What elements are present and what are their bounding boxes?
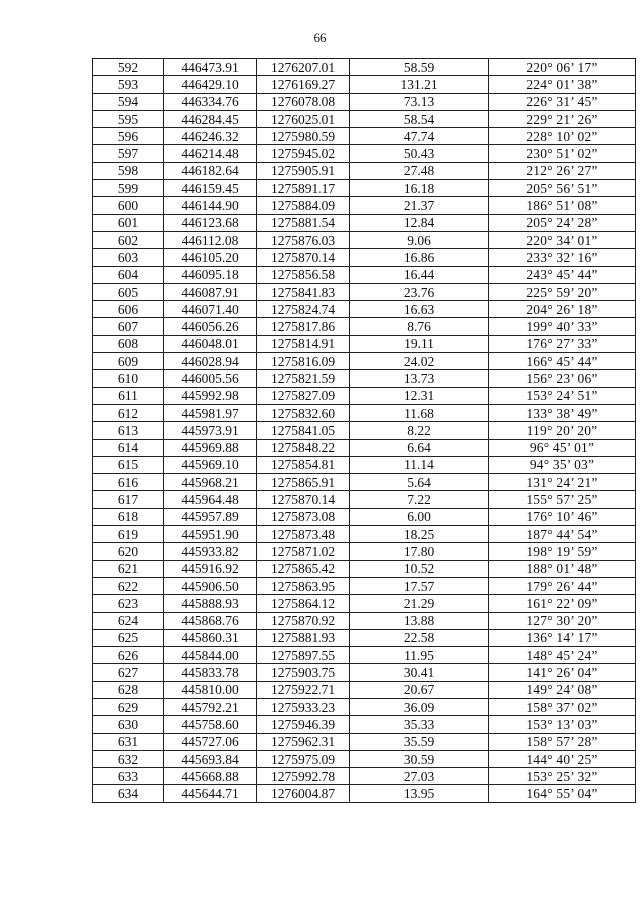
point-number-cell: 619: [93, 526, 164, 543]
table-row: [93, 301, 636, 318]
point-number-cell: 621: [93, 560, 164, 577]
bearing-cell: 226° 31’ 45”: [489, 93, 636, 110]
point-number-cell: 606: [93, 301, 164, 318]
y-coordinate-cell: 1276025.01: [257, 110, 350, 127]
point-number-cell: 602: [93, 231, 164, 248]
point-number-cell: 604: [93, 266, 164, 283]
y-coordinate-cell: 1275817.86: [257, 318, 350, 335]
point-number-cell: 633: [93, 768, 164, 785]
x-coordinate-cell: 446005.56: [164, 370, 257, 387]
x-coordinate-cell: 446334.76: [164, 93, 257, 110]
length-cell: 35.59: [350, 733, 489, 750]
point-number-cell: 626: [93, 647, 164, 664]
point-number-cell: 631: [93, 733, 164, 750]
x-coordinate-cell: 446071.40: [164, 301, 257, 318]
bearing-cell: 179° 26’ 44”: [489, 577, 636, 594]
length-cell: 11.14: [350, 456, 489, 473]
length-cell: 9.06: [350, 231, 489, 248]
length-cell: 131.21: [350, 76, 489, 93]
bearing-cell: 156° 23’ 06”: [489, 370, 636, 387]
x-coordinate-cell: 445969.10: [164, 456, 257, 473]
length-cell: 12.31: [350, 387, 489, 404]
length-cell: 6.00: [350, 508, 489, 525]
y-coordinate-cell: 1275922.71: [257, 681, 350, 698]
y-coordinate-cell: 1275870.14: [257, 249, 350, 266]
bearing-cell: 233° 32’ 16”: [489, 249, 636, 266]
x-coordinate-cell: 446144.90: [164, 197, 257, 214]
x-coordinate-cell: 446246.32: [164, 128, 257, 145]
x-coordinate-cell: 445888.93: [164, 595, 257, 612]
y-coordinate-cell: 1275873.08: [257, 508, 350, 525]
y-coordinate-cell: 1275870.92: [257, 612, 350, 629]
length-cell: 11.95: [350, 647, 489, 664]
table-row: [93, 577, 636, 594]
point-number-cell: 611: [93, 387, 164, 404]
y-coordinate-cell: 1275992.78: [257, 768, 350, 785]
bearing-cell: 153° 24’ 51”: [489, 387, 636, 404]
table-row: [93, 370, 636, 387]
y-coordinate-cell: 1275865.42: [257, 560, 350, 577]
bearing-cell: 158° 37’ 02”: [489, 698, 636, 715]
bearing-cell: 220° 34’ 01”: [489, 231, 636, 248]
y-coordinate-cell: 1275816.09: [257, 353, 350, 370]
point-number-cell: 605: [93, 283, 164, 300]
length-cell: 35.33: [350, 716, 489, 733]
x-coordinate-cell: 445981.97: [164, 404, 257, 421]
x-coordinate-cell: 445860.31: [164, 629, 257, 646]
bearing-cell: 149° 24’ 08”: [489, 681, 636, 698]
x-coordinate-cell: 446473.91: [164, 59, 257, 76]
point-number-cell: 597: [93, 145, 164, 162]
length-cell: 8.22: [350, 422, 489, 439]
y-coordinate-cell: 1275881.93: [257, 629, 350, 646]
point-number-cell: 593: [93, 76, 164, 93]
y-coordinate-cell: 1275980.59: [257, 128, 350, 145]
point-number-cell: 627: [93, 664, 164, 681]
bearing-cell: 136° 14’ 17”: [489, 629, 636, 646]
y-coordinate-cell: 1275891.17: [257, 180, 350, 197]
y-coordinate-cell: 1275905.91: [257, 162, 350, 179]
length-cell: 17.57: [350, 577, 489, 594]
table-row: [93, 768, 636, 785]
point-number-cell: 598: [93, 162, 164, 179]
bearing-cell: 225° 59’ 20”: [489, 283, 636, 300]
bearing-cell: 224° 01’ 38”: [489, 76, 636, 93]
y-coordinate-cell: 1275821.59: [257, 370, 350, 387]
bearing-cell: 141° 26’ 04”: [489, 664, 636, 681]
y-coordinate-cell: 1275832.60: [257, 404, 350, 421]
x-coordinate-cell: 446182.64: [164, 162, 257, 179]
point-number-cell: 630: [93, 716, 164, 733]
bearing-cell: 176° 27’ 33”: [489, 335, 636, 352]
y-coordinate-cell: 1275856.58: [257, 266, 350, 283]
point-number-cell: 614: [93, 439, 164, 456]
length-cell: 27.48: [350, 162, 489, 179]
bearing-cell: 161° 22’ 09”: [489, 595, 636, 612]
x-coordinate-cell: 446159.45: [164, 180, 257, 197]
length-cell: 58.54: [350, 110, 489, 127]
table-row: [93, 162, 636, 179]
table-row: [93, 197, 636, 214]
y-coordinate-cell: 1275975.09: [257, 750, 350, 767]
bearing-cell: 148° 45’ 24”: [489, 647, 636, 664]
x-coordinate-cell: 446429.10: [164, 76, 257, 93]
bearing-cell: 204° 26’ 18”: [489, 301, 636, 318]
table-row: [93, 439, 636, 456]
bearing-cell: 94° 35’ 03”: [489, 456, 636, 473]
point-number-cell: 596: [93, 128, 164, 145]
table-row: [93, 456, 636, 473]
y-coordinate-cell: 1275884.09: [257, 197, 350, 214]
point-number-cell: 594: [93, 93, 164, 110]
bearing-cell: 119° 20’ 20”: [489, 422, 636, 439]
length-cell: 16.86: [350, 249, 489, 266]
table-row: [93, 595, 636, 612]
length-cell: 20.67: [350, 681, 489, 698]
bearing-cell: 96° 45’ 01”: [489, 439, 636, 456]
length-cell: 6.64: [350, 439, 489, 456]
point-number-cell: 616: [93, 474, 164, 491]
x-coordinate-cell: 445906.50: [164, 577, 257, 594]
y-coordinate-cell: 1275841.83: [257, 283, 350, 300]
y-coordinate-cell: 1275871.02: [257, 543, 350, 560]
bearing-cell: 243° 45’ 44”: [489, 266, 636, 283]
table-row: [93, 698, 636, 715]
x-coordinate-cell: 445833.78: [164, 664, 257, 681]
bearing-cell: 220° 06’ 17”: [489, 59, 636, 76]
bearing-cell: 127° 30’ 20”: [489, 612, 636, 629]
x-coordinate-cell: 445969.88: [164, 439, 257, 456]
table-row: [93, 474, 636, 491]
coordinates-table: [92, 58, 636, 803]
point-number-cell: 615: [93, 456, 164, 473]
length-cell: 12.84: [350, 214, 489, 231]
point-number-cell: 600: [93, 197, 164, 214]
point-number-cell: 603: [93, 249, 164, 266]
bearing-cell: 153° 25’ 32”: [489, 768, 636, 785]
x-coordinate-cell: 445973.91: [164, 422, 257, 439]
bearing-cell: 229° 21’ 26”: [489, 110, 636, 127]
table-row: [93, 404, 636, 421]
bearing-cell: 155° 57’ 25”: [489, 491, 636, 508]
x-coordinate-cell: 445933.82: [164, 543, 257, 560]
bearing-cell: 199° 40’ 33”: [489, 318, 636, 335]
x-coordinate-cell: 445810.00: [164, 681, 257, 698]
x-coordinate-cell: 446112.08: [164, 231, 257, 248]
y-coordinate-cell: 1275841.05: [257, 422, 350, 439]
bearing-cell: 166° 45’ 44”: [489, 353, 636, 370]
length-cell: 16.63: [350, 301, 489, 318]
table-row: [93, 750, 636, 767]
table-row: [93, 785, 636, 802]
length-cell: 50.43: [350, 145, 489, 162]
table-row: [93, 353, 636, 370]
point-number-cell: 609: [93, 353, 164, 370]
table-row: [93, 249, 636, 266]
table-row: [93, 283, 636, 300]
y-coordinate-cell: 1275864.12: [257, 595, 350, 612]
x-coordinate-cell: 446087.91: [164, 283, 257, 300]
y-coordinate-cell: 1275827.09: [257, 387, 350, 404]
y-coordinate-cell: 1275897.55: [257, 647, 350, 664]
table-row: [93, 93, 636, 110]
table-row: [93, 526, 636, 543]
y-coordinate-cell: 1275814.91: [257, 335, 350, 352]
length-cell: 22.58: [350, 629, 489, 646]
point-number-cell: 595: [93, 110, 164, 127]
bearing-cell: 198° 19’ 59”: [489, 543, 636, 560]
table-row: [93, 560, 636, 577]
y-coordinate-cell: 1275848.22: [257, 439, 350, 456]
y-coordinate-cell: 1276169.27: [257, 76, 350, 93]
y-coordinate-cell: 1275870.14: [257, 491, 350, 508]
x-coordinate-cell: 446048.01: [164, 335, 257, 352]
bearing-cell: 228° 10’ 02”: [489, 128, 636, 145]
bearing-cell: 153° 13’ 03”: [489, 716, 636, 733]
y-coordinate-cell: 1275945.02: [257, 145, 350, 162]
y-coordinate-cell: 1276004.87: [257, 785, 350, 802]
bearing-cell: 144° 40’ 25”: [489, 750, 636, 767]
length-cell: 16.44: [350, 266, 489, 283]
page-number: 66: [313, 30, 327, 45]
table-row: [93, 612, 636, 629]
table-row: [93, 145, 636, 162]
coordinates-table-body: [93, 59, 636, 803]
bearing-cell: 205° 56’ 51”: [489, 180, 636, 197]
table-row: [93, 214, 636, 231]
length-cell: 21.37: [350, 197, 489, 214]
x-coordinate-cell: 446123.68: [164, 214, 257, 231]
x-coordinate-cell: 445758.60: [164, 716, 257, 733]
y-coordinate-cell: 1275873.48: [257, 526, 350, 543]
point-number-cell: 620: [93, 543, 164, 560]
length-cell: 16.18: [350, 180, 489, 197]
x-coordinate-cell: 445727.06: [164, 733, 257, 750]
length-cell: 10.52: [350, 560, 489, 577]
length-cell: 5.64: [350, 474, 489, 491]
point-number-cell: 622: [93, 577, 164, 594]
table-row: [93, 681, 636, 698]
table-row: [93, 664, 636, 681]
table-row: [93, 508, 636, 525]
point-number-cell: 623: [93, 595, 164, 612]
table-row: [93, 180, 636, 197]
table-row: [93, 716, 636, 733]
table-row: [93, 335, 636, 352]
y-coordinate-cell: 1275863.95: [257, 577, 350, 594]
point-number-cell: 634: [93, 785, 164, 802]
table-row: [93, 733, 636, 750]
table-row: [93, 318, 636, 335]
point-number-cell: 624: [93, 612, 164, 629]
table-row: [93, 543, 636, 560]
x-coordinate-cell: 446284.45: [164, 110, 257, 127]
y-coordinate-cell: 1276207.01: [257, 59, 350, 76]
length-cell: 7.22: [350, 491, 489, 508]
x-coordinate-cell: 445964.48: [164, 491, 257, 508]
x-coordinate-cell: 446214.48: [164, 145, 257, 162]
bearing-cell: 158° 57’ 28”: [489, 733, 636, 750]
bearing-cell: 131° 24’ 21”: [489, 474, 636, 491]
y-coordinate-cell: 1275946.39: [257, 716, 350, 733]
point-number-cell: 601: [93, 214, 164, 231]
length-cell: 18.25: [350, 526, 489, 543]
length-cell: 30.59: [350, 750, 489, 767]
point-number-cell: 629: [93, 698, 164, 715]
length-cell: 27.03: [350, 768, 489, 785]
x-coordinate-cell: 445668.88: [164, 768, 257, 785]
y-coordinate-cell: 1275865.91: [257, 474, 350, 491]
table-row: [93, 266, 636, 283]
x-coordinate-cell: 446028.94: [164, 353, 257, 370]
point-number-cell: 628: [93, 681, 164, 698]
y-coordinate-cell: 1275824.74: [257, 301, 350, 318]
x-coordinate-cell: 445992.98: [164, 387, 257, 404]
y-coordinate-cell: 1276078.08: [257, 93, 350, 110]
x-coordinate-cell: 445868.76: [164, 612, 257, 629]
x-coordinate-cell: 446056.26: [164, 318, 257, 335]
point-number-cell: 610: [93, 370, 164, 387]
point-number-cell: 612: [93, 404, 164, 421]
length-cell: 13.88: [350, 612, 489, 629]
bearing-cell: 187° 44’ 54”: [489, 526, 636, 543]
table-row: [93, 59, 636, 76]
table-row: [93, 110, 636, 127]
x-coordinate-cell: 445644.71: [164, 785, 257, 802]
point-number-cell: 613: [93, 422, 164, 439]
table-row: [93, 128, 636, 145]
table-row: [93, 491, 636, 508]
length-cell: 24.02: [350, 353, 489, 370]
y-coordinate-cell: 1275962.31: [257, 733, 350, 750]
x-coordinate-cell: 445916.92: [164, 560, 257, 577]
bearing-cell: 164° 55’ 04”: [489, 785, 636, 802]
x-coordinate-cell: 446095.18: [164, 266, 257, 283]
table-row: [93, 231, 636, 248]
point-number-cell: 632: [93, 750, 164, 767]
table-row: [93, 76, 636, 93]
x-coordinate-cell: 445951.90: [164, 526, 257, 543]
x-coordinate-cell: 445968.21: [164, 474, 257, 491]
point-number-cell: 618: [93, 508, 164, 525]
length-cell: 19.11: [350, 335, 489, 352]
bearing-cell: 205° 24’ 28”: [489, 214, 636, 231]
length-cell: 47.74: [350, 128, 489, 145]
point-number-cell: 599: [93, 180, 164, 197]
bearing-cell: 188° 01’ 48”: [489, 560, 636, 577]
table-row: [93, 629, 636, 646]
bearing-cell: 212° 26’ 27”: [489, 162, 636, 179]
table-row: [93, 647, 636, 664]
length-cell: 58.59: [350, 59, 489, 76]
y-coordinate-cell: 1275876.03: [257, 231, 350, 248]
bearing-cell: 133° 38’ 49”: [489, 404, 636, 421]
x-coordinate-cell: 445792.21: [164, 698, 257, 715]
table-row: [93, 387, 636, 404]
point-number-cell: 607: [93, 318, 164, 335]
point-number-cell: 608: [93, 335, 164, 352]
length-cell: 17.80: [350, 543, 489, 560]
y-coordinate-cell: 1275881.54: [257, 214, 350, 231]
bearing-cell: 186° 51’ 08”: [489, 197, 636, 214]
length-cell: 8.76: [350, 318, 489, 335]
table-row: [93, 422, 636, 439]
bearing-cell: 176° 10’ 46”: [489, 508, 636, 525]
x-coordinate-cell: 445693.84: [164, 750, 257, 767]
length-cell: 11.68: [350, 404, 489, 421]
length-cell: 30.41: [350, 664, 489, 681]
bearing-cell: 230° 51’ 02”: [489, 145, 636, 162]
length-cell: 21.29: [350, 595, 489, 612]
point-number-cell: 592: [93, 59, 164, 76]
y-coordinate-cell: 1275933.23: [257, 698, 350, 715]
point-number-cell: 617: [93, 491, 164, 508]
length-cell: 23.76: [350, 283, 489, 300]
point-number-cell: 625: [93, 629, 164, 646]
length-cell: 36.09: [350, 698, 489, 715]
length-cell: 13.95: [350, 785, 489, 802]
length-cell: 73.13: [350, 93, 489, 110]
x-coordinate-cell: 445844.00: [164, 647, 257, 664]
y-coordinate-cell: 1275854.81: [257, 456, 350, 473]
length-cell: 13.73: [350, 370, 489, 387]
x-coordinate-cell: 445957.89: [164, 508, 257, 525]
y-coordinate-cell: 1275903.75: [257, 664, 350, 681]
x-coordinate-cell: 446105.20: [164, 249, 257, 266]
